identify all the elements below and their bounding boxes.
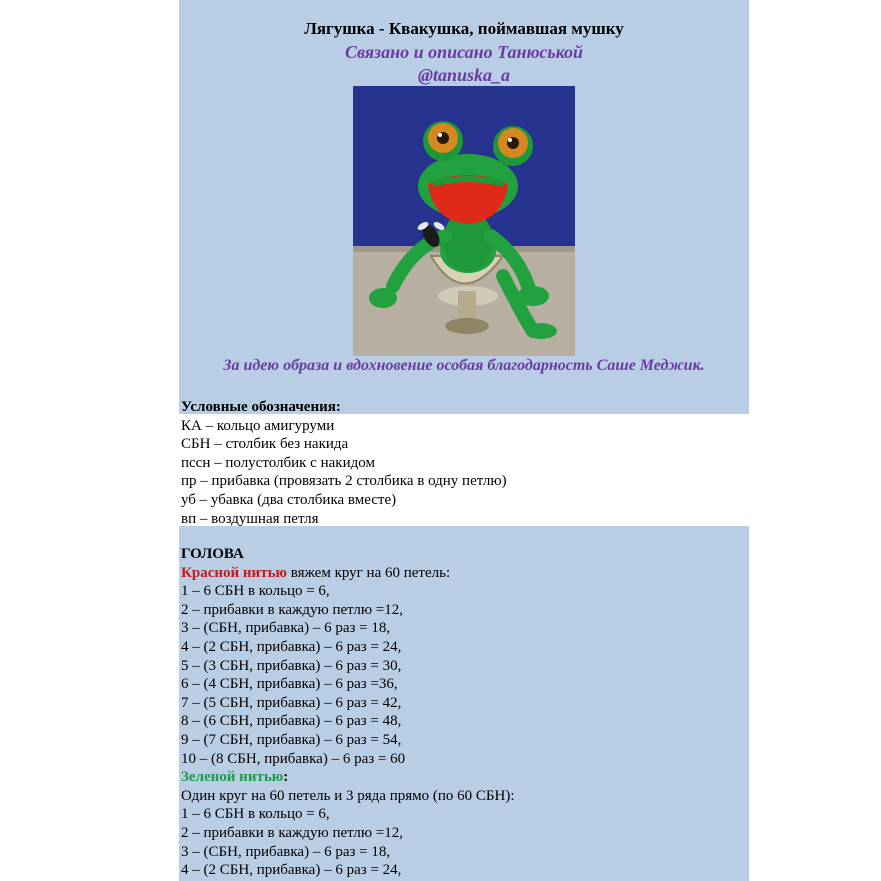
legend-item: пр – прибавка (провязать 2 столбика в одну петлю) (181, 473, 507, 490)
frog-photo-illustration (353, 86, 575, 356)
frog-photo (353, 86, 575, 356)
document-page (179, 0, 749, 881)
pattern-row: 6 – (4 СБН, прибавка) – 6 раз =36, (181, 676, 398, 693)
pattern-row: 2 – прибавки в каждую петлю =12, (181, 601, 404, 618)
legend-heading: Условные обозначения: (181, 399, 341, 415)
legend (181, 398, 507, 528)
pattern-row: 10 – (8 СБН, прибавка) – 6 раз = 60 (181, 750, 406, 767)
green-intro-label (181, 768, 515, 787)
pattern-row: 2 – прибавки в каждую петлю =12, (181, 824, 404, 841)
legend-item: пссн – полустолбик с накидом (181, 454, 375, 471)
pattern-row: 7 – (5 СБН, прибавка) – 6 раз = 42, (181, 694, 402, 711)
red-yarn-label: Красной нитью (181, 564, 287, 581)
pattern-row: 8 – (6 СБН, прибавка) – 6 раз = 48, (181, 713, 402, 730)
legend-item: вп – воздушная петля (181, 510, 319, 527)
pattern-row: 5 – (3 СБН, прибавка) – 6 раз = 30, (181, 657, 402, 674)
pattern-row: 3 – (СБН, прибавка) – 6 раз = 18, (181, 843, 391, 860)
green-intro: Один круг на 60 петель и 3 ряда прямо (по 60 СБН): (181, 787, 515, 804)
head-heading: ГОЛОВА (181, 546, 244, 562)
document-title: Лягушка - Квакушка, поймавшая мушку (304, 19, 624, 38)
pattern-row: 1 – 6 СБН в кольцо = 6, (181, 806, 330, 823)
legend-item: уб – убавка (два столбика вместе) (181, 491, 397, 508)
green-colon: : (283, 769, 289, 786)
acknowledgement: За идею образа и вдохновение особая благодарность Саше Меджик. (223, 357, 705, 374)
green-yarn-label: Зеленой нитью (181, 769, 284, 786)
legend-item: СБН – столбик без накида (181, 436, 349, 453)
red-intro-text: вяжем круг на 60 петель: (286, 564, 451, 581)
pattern-row: 9 – (7 СБН, прибавка) – 6 раз = 54, (181, 731, 402, 748)
red-intro (181, 564, 515, 583)
legend-item: КА – кольцо амигуруми (181, 417, 335, 434)
head-section (181, 545, 515, 880)
pattern-row: 3 – (СБН, прибавка) – 6 раз = 18, (181, 620, 391, 637)
author-line: Связано и описано Танюськой (344, 42, 584, 62)
pattern-row: 4 – (2 СБН, прибавка) – 6 раз = 24, (181, 862, 402, 879)
pattern-row: 4 – (2 СБН, прибавка) – 6 раз = 24, (181, 638, 402, 655)
author-handle: @tanuska_a (417, 65, 510, 85)
pattern-row: 1 – 6 СБН в кольцо = 6, (181, 583, 330, 600)
